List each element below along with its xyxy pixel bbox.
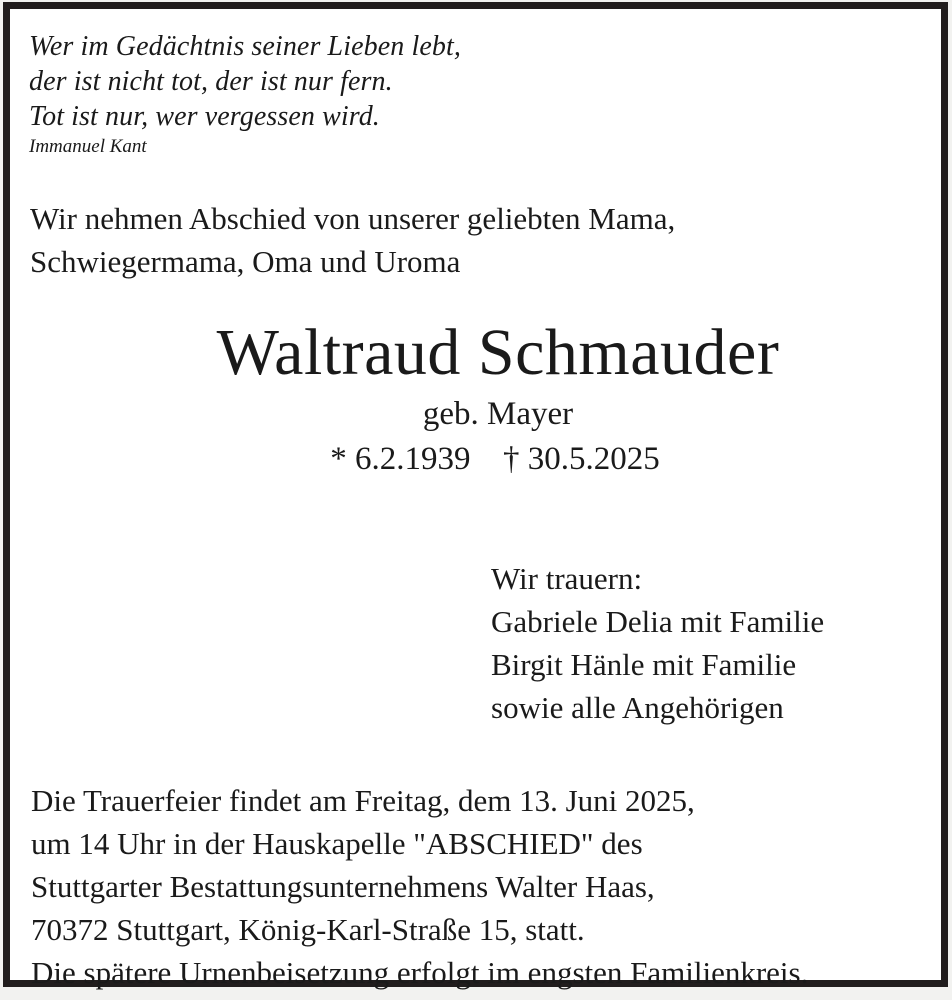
service-line-2: um 14 Uhr in der Hauskapelle "ABSCHIED" des <box>31 826 643 861</box>
born-symbol: * <box>330 441 347 477</box>
epigraph-line-2: der ist nicht tot, der ist nur fern. <box>29 66 393 97</box>
service-line-1: Die Trauerfeier findet am Freitag, dem 13. Juni 2025, <box>31 783 695 818</box>
epigraph-attribution: Immanuel Kant <box>29 136 147 157</box>
deceased-maiden-name: geb. Mayer <box>422 396 574 432</box>
mourner-entry-2: Birgit Hänle mit Familie <box>491 647 797 682</box>
intro-line-2: Schwiegermama, Oma und Uroma <box>30 244 461 279</box>
service-line-4: 70372 Stuttgart, König-Karl-Straße 15, statt. <box>31 912 585 947</box>
intro-line-1: Wir nehmen Abschied von unserer geliebten Mama, <box>30 201 676 236</box>
intro-block <box>30 197 930 283</box>
service-line-5: Die spätere Urnenbeisetzung erfolgt im engsten Familienkreis. <box>31 955 809 990</box>
died-date: 30.5.2025 <box>527 441 660 477</box>
died-symbol: † <box>503 441 520 477</box>
epigraph-line-1: Wer im Gedächtnis seiner Lieben lebt, <box>29 31 461 62</box>
mourner-entry-1: Gabriele Delia mit Familie <box>491 604 825 639</box>
mourners-block <box>491 557 951 729</box>
mourner-entry-3: sowie alle Angehörigen <box>491 690 784 725</box>
deceased-dates <box>10 437 952 481</box>
epigraph-block <box>29 29 669 159</box>
service-details-block <box>31 779 946 994</box>
service-line-3: Stuttgarter Bestattungsunternehmens Walter Haas, <box>31 869 655 904</box>
born-date: 6.2.1939 <box>355 441 471 477</box>
epigraph-line-3: Tot ist nur, wer vergessen wird. <box>29 101 380 132</box>
deceased-name: Waltraud Schmauder <box>216 316 780 389</box>
mourning-border <box>3 2 948 990</box>
notice-content <box>10 9 941 990</box>
deceased-block <box>10 314 952 481</box>
mourners-heading: Wir trauern: <box>491 561 643 596</box>
